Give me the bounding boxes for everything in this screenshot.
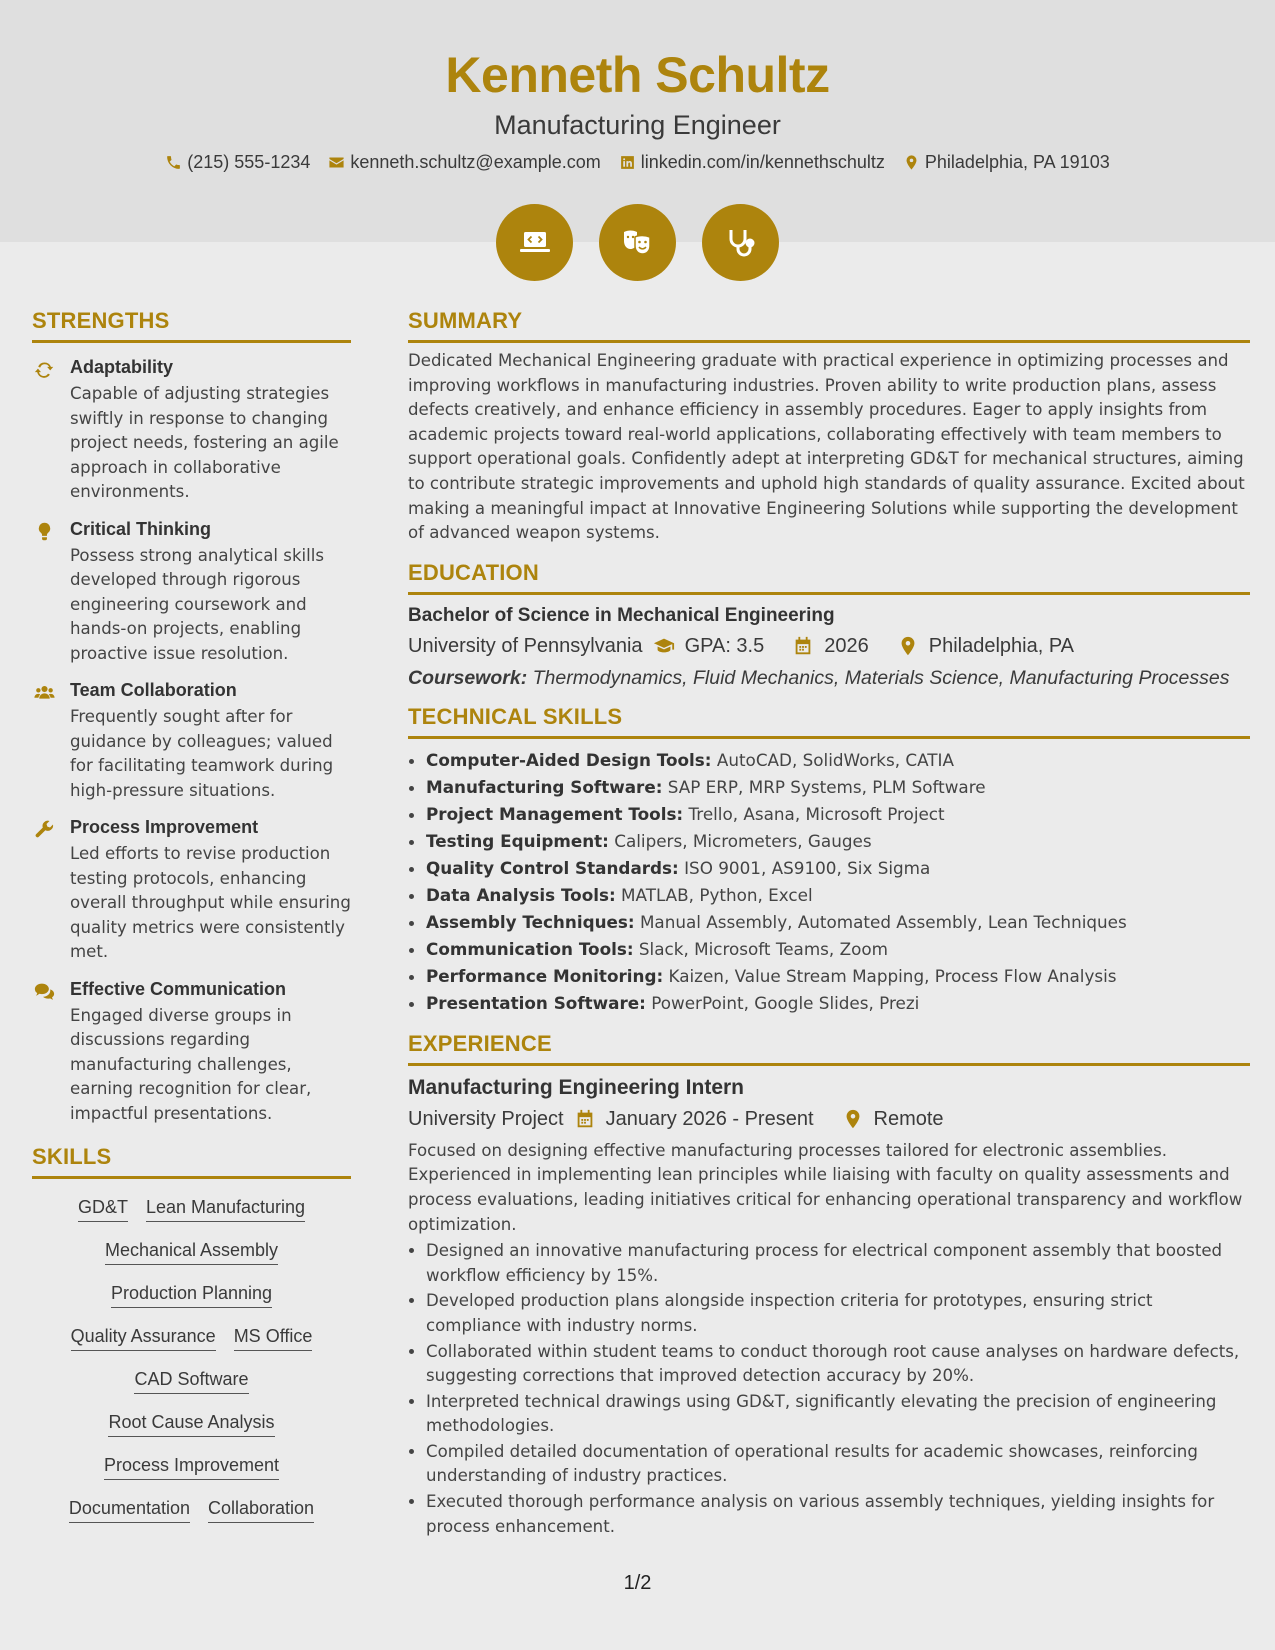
strength-title: Critical Thinking [70, 518, 212, 539]
job-meta [408, 1108, 1250, 1131]
contact-bar [0, 152, 1275, 173]
job-dates: January 2026 - Present [605, 1107, 814, 1130]
candidate-name: Kenneth Schultz [445, 47, 830, 103]
technical-skills-section [408, 704, 1250, 1017]
hobby-circle-coding [496, 204, 573, 281]
strength-item [32, 817, 351, 965]
strength-text: Led efforts to revise production testing protocols, enhancing overall throughput while ensuring quality metrics were consistently met. [70, 844, 351, 961]
strength-text: Engaged diverse groups in discussions regarding manufacturing challenges, earning recognition for clear, impactful presentations. [70, 1005, 312, 1123]
strength-title: Team Collaboration [70, 680, 237, 700]
graduation-cap-icon [653, 635, 675, 657]
skill-chip: Lean Manufacturing [146, 1197, 305, 1222]
skill-label: Computer-Aided Design Tools: [426, 749, 712, 770]
strength-text: Frequently sought after for guidance by colleagues; valued for facilitating teamwork during high-pressure situations. [70, 707, 334, 800]
skill-label: Testing Equipment: [426, 830, 609, 851]
wrench-icon [34, 819, 55, 840]
list-item [426, 855, 1250, 882]
skill-value: Manual Assembly, Automated Assembly, Lean Techniques [639, 911, 1127, 932]
job-bullets [408, 1239, 1250, 1539]
skills-heading: SKILLS [32, 1144, 351, 1179]
experience-section [408, 1031, 1250, 1540]
skill-value: Kaizen, Value Stream Mapping, Process Flow Analysis [668, 965, 1117, 986]
skill-label: Assembly Techniques: [426, 911, 635, 932]
skill-label: Presentation Software: [426, 992, 646, 1013]
skill-label: Project Management Tools: [426, 803, 684, 824]
skill-chip: Mechanical Assembly [105, 1240, 278, 1265]
company-name: University Project [408, 1107, 564, 1130]
hobby-icons [0, 204, 1275, 281]
skills-list [32, 1179, 351, 1523]
skill-label: Data Analysis Tools: [426, 884, 616, 905]
coursework-list: Thermodynamics, Fluid Mechanics, Materials Science, Manufacturing Processes [532, 666, 1230, 689]
skill-chip: Documentation [69, 1498, 190, 1523]
calendar-icon [574, 1108, 596, 1130]
technical-skills-heading: TECHNICAL SKILLS [408, 704, 1250, 739]
skill-chip: Root Cause Analysis [108, 1412, 274, 1437]
job-location: Remote [873, 1107, 944, 1130]
strength-title: Effective Communication [70, 978, 287, 999]
skill-value: AutoCAD, SolidWorks, CATIA [716, 749, 954, 770]
skill-chip: Production Planning [111, 1283, 272, 1308]
contact-phone[interactable] [165, 152, 310, 173]
hobby-circle-theater [599, 204, 676, 281]
strength-text: Capable of adjusting strategies swiftly in response to changing project needs, fostering an agile approach in collaborative environments. [70, 384, 339, 501]
summary-heading: SUMMARY [408, 308, 1250, 343]
strengths-heading: STRENGTHS [32, 308, 351, 343]
skill-value: SAP ERP, MRP Systems, PLM Software [667, 776, 986, 797]
linkedin-icon [619, 154, 636, 171]
email-text: kenneth.schultz@example.com [350, 152, 601, 172]
skill-chip: Collaboration [208, 1498, 314, 1523]
left-column [32, 308, 351, 1523]
degree-title: Bachelor of Science in Mechanical Engineering [408, 604, 835, 626]
strength-item [32, 519, 351, 667]
contact-linkedin[interactable] [619, 152, 885, 173]
strength-title: Process Improvement [70, 817, 259, 837]
calendar-icon [792, 635, 814, 657]
graduation-year: 2026 [824, 634, 869, 657]
lightbulb-icon [34, 521, 55, 542]
list-item [426, 774, 1250, 801]
education-meta [408, 635, 1250, 658]
skill-label: Performance Monitoring: [426, 965, 664, 986]
map-marker-icon [903, 154, 920, 171]
skill-chip: Quality Assurance [71, 1326, 216, 1351]
comments-icon [34, 981, 55, 1002]
list-item [426, 963, 1250, 990]
list-item: • Developed production plans alongside inspection criteria for prototypes, ensuring strict compliance with industry norms. [426, 1289, 1250, 1338]
education-heading: EDUCATION [408, 560, 1250, 595]
list-item: • Executed thorough performance analysis on various assembly techniques, yielding insights for process enhancement. [426, 1490, 1250, 1539]
skill-chip: GD&T [78, 1197, 128, 1222]
location-text: Philadelphia, PA 19103 [924, 152, 1110, 172]
skill-value: MATLAB, Python, Excel [621, 884, 813, 905]
list-item [426, 990, 1250, 1017]
skill-chip: CAD Software [134, 1369, 248, 1394]
sync-icon [34, 359, 55, 380]
job-title: Manufacturing Engineering Intern [408, 1075, 745, 1099]
phone-icon [165, 154, 182, 171]
list-item [426, 936, 1250, 963]
skill-value: ISO 9001, AS9100, Six Sigma [684, 857, 931, 878]
map-marker-icon [842, 1108, 864, 1130]
phone-text: (215) 555-1234 [187, 152, 311, 172]
skill-chip: Process Improvement [104, 1455, 279, 1480]
skills-section [32, 1144, 351, 1523]
education-section [408, 560, 1250, 690]
linkedin-text: linkedin.com/in/kennethschultz [640, 152, 885, 172]
school-name: University of Pennsylvania [408, 634, 643, 657]
stethoscope-icon [723, 225, 759, 261]
list-item: • Collaborated within student teams to conduct thorough root cause analyses on hardware defects, suggesting corrections that improved detection accuracy by 20%. [426, 1340, 1250, 1389]
skill-label: Communication Tools: [426, 938, 634, 959]
page-number: 1/2 [623, 1572, 652, 1594]
list-item: • Compiled detailed documentation of operational results for academic showcases, reinforcing understanding of industry practices. [426, 1440, 1250, 1489]
strength-item [32, 680, 351, 803]
list-item: • Interpreted technical drawings using GD&T, significantly elevating the precision of engineering methodologies. [426, 1390, 1250, 1439]
skill-chip: MS Office [234, 1326, 313, 1351]
theater-masks-icon [620, 225, 656, 261]
strength-text: Possess strong analytical skills developed through rigorous engineering coursework and hands-on projects, enabling proactive issue resolution. [70, 545, 325, 663]
skill-value: Trello, Asana, Microsoft Project [688, 803, 945, 824]
list-item [426, 747, 1250, 774]
summary-text: Dedicated Mechanical Engineering graduate with practical experience in optimizing processes and improving workflows in manufacturing industries. Proven ability to write production plans, assess defects creatively, and enhance efficiency in assembly procedures. Eager to apply insights from academic projects toward real-world applications, collaborating effectively with team members to support operational goals. Confidently adept at interpreting GD&T for mechanical structures, aiming to contribute strategic improvements and uphold high standards of quality assurance. Excited about making a meaningful impact at Innovative Engineering Solutions while supporting the development of advanced weapon systems. [408, 351, 1245, 543]
skill-value: Calipers, Micrometers, Gauges [614, 830, 872, 851]
map-marker-icon [897, 635, 919, 657]
skill-label: Manufacturing Software: [426, 776, 663, 797]
users-icon [34, 682, 55, 703]
experience-heading: EXPERIENCE [408, 1031, 1250, 1066]
hobby-circle-medical [702, 204, 779, 281]
skill-value: Slack, Microsoft Teams, Zoom [638, 938, 888, 959]
job-description: Focused on designing effective manufacturing processes tailored for electronic assemblies. Experienced in implementing lean principles while liaising with faculty on quality assessments and process evaluations, leading initiatives critical for enhancing operational transparency and workflow optimization. [408, 1140, 1243, 1234]
candidate-title: Manufacturing Engineer [494, 110, 781, 140]
coursework-label: Coursework: [408, 666, 528, 689]
list-item [426, 909, 1250, 936]
list-item: • Designed an innovative manufacturing process for electrical component assembly that boosted workflow efficiency by 15%. [426, 1239, 1250, 1288]
skill-label: Quality Control Standards: [426, 857, 679, 878]
technical-skills-list [408, 747, 1250, 1017]
list-item [426, 828, 1250, 855]
contact-location [903, 152, 1110, 173]
skill-value: PowerPoint, Google Slides, Prezi [651, 992, 920, 1013]
contact-email[interactable] [328, 152, 600, 173]
strength-item [32, 357, 351, 505]
gpa: GPA: 3.5 [684, 634, 765, 657]
laptop-code-icon [517, 225, 553, 261]
list-item [426, 882, 1250, 909]
list-item [426, 801, 1250, 828]
envelope-icon [328, 154, 345, 171]
strength-item [32, 979, 351, 1127]
right-column [408, 308, 1250, 1540]
coursework [408, 666, 1250, 690]
school-location: Philadelphia, PA [928, 634, 1075, 657]
strength-title: Adaptability [70, 357, 174, 377]
